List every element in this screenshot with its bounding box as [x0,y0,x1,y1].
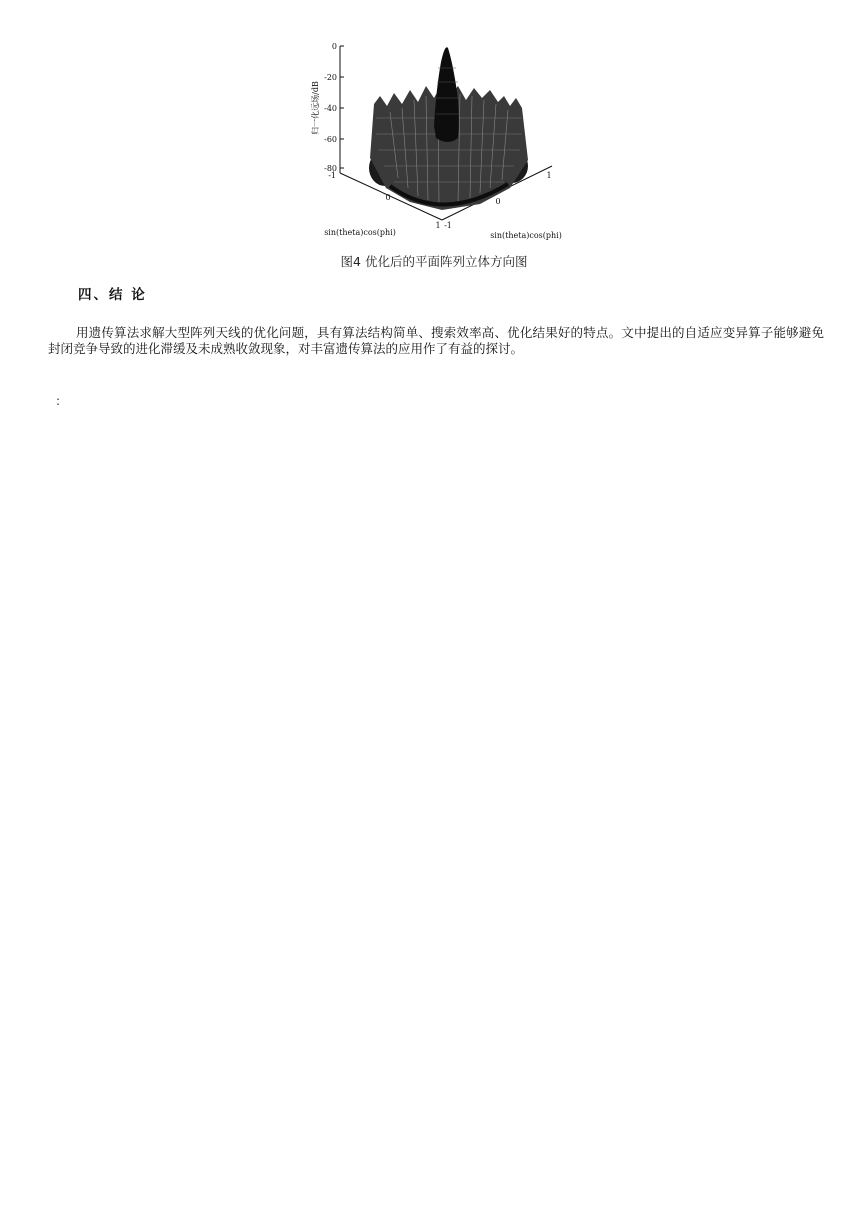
left-axis-label: sin(theta)cos(phi) [324,228,396,237]
right-axis-label: sin(theta)cos(phi) [490,231,562,240]
left-axis-tick: -1 [328,171,336,180]
radiation-pattern-plot [290,38,580,250]
z-tick-label: -60 [324,135,337,144]
right-axis-tick: 0 [495,197,501,206]
radiation-pattern-figure [290,38,580,250]
surface-mesh [369,47,528,210]
z-tick-label: -80 [324,164,337,173]
z-axis-label: 归一化远场/dB [311,81,320,135]
left-axis-tick: 0 [385,193,391,202]
section-paragraph: 用遗传算法求解大型阵列天线的优化问题，具有算法结构简单、搜索效率高、优化结果好的特点。文中提出的自适应变异算子能够避免封闭竞争导致的进化滞缓及未成熟收敛现象，对丰富遗传算法的应用作了有益的探讨。 [48,324,824,356]
z-tick-label: 0 [331,42,337,51]
left-axis-tick: 1 [435,221,441,230]
z-tick-label: -40 [324,104,337,113]
section-heading: 四、结 论 [78,287,147,303]
right-axis-tick: -1 [444,221,452,230]
trailing-mark: : [56,394,61,408]
figure-caption: 图4 优化后的平面阵列立体方向图 [340,254,528,269]
right-axis-tick: 1 [546,171,552,180]
z-tick-label: -20 [324,73,337,82]
